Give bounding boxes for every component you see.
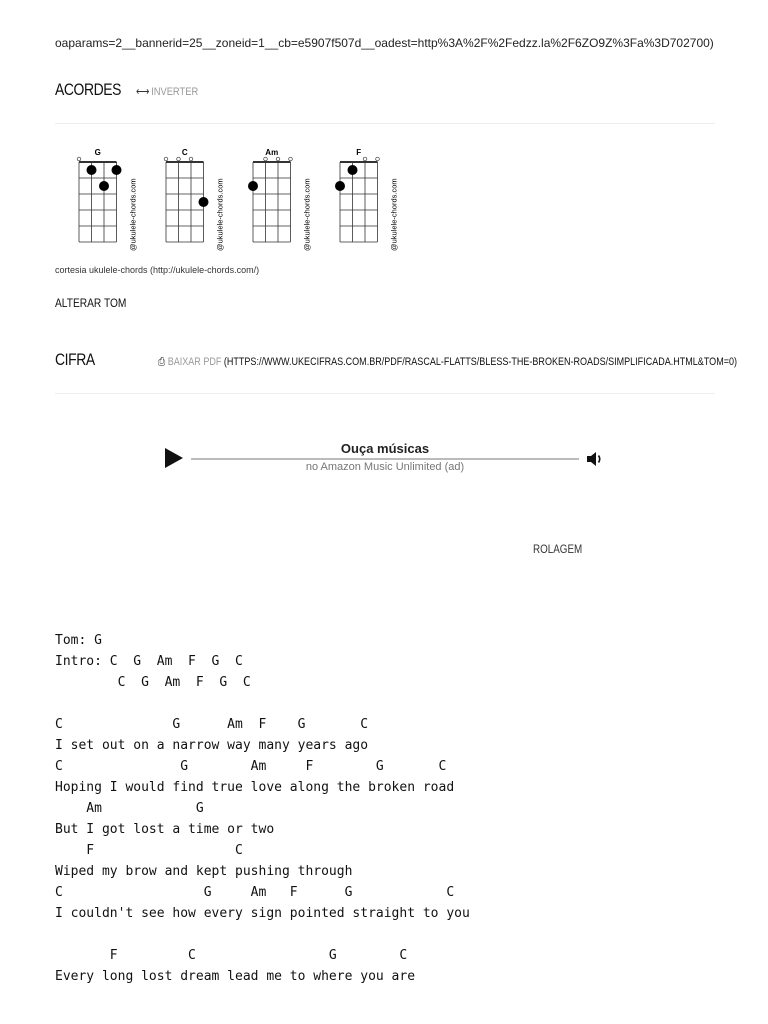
- cifra-title: CIFRA: [55, 350, 95, 369]
- open-string-marker: [276, 157, 280, 161]
- song-line: But I got lost a time or two: [55, 822, 275, 837]
- rolagem-button[interactable]: ROLAGEM: [533, 542, 583, 556]
- song-line: [55, 693, 470, 714]
- chord-diagram-g: [77, 148, 137, 251]
- finger-dot: [335, 181, 345, 191]
- open-string-marker: [264, 157, 268, 161]
- download-pdf-label: BAIXAR PDF: [167, 356, 222, 368]
- chord-watermark: @ukulele-chords.com: [215, 178, 225, 251]
- open-string-marker: [177, 157, 181, 161]
- player-subtitle: no Amazon Music Unlimited (ad): [305, 461, 465, 473]
- open-string-marker: [164, 157, 168, 161]
- divider: [55, 393, 715, 394]
- chords-credit: cortesia ukulele-chords (http://ukulele-chords.com/): [55, 265, 260, 275]
- finger-dot: [112, 165, 122, 175]
- divider: [55, 123, 715, 124]
- song-line: I set out on a narrow way many years ago: [55, 738, 369, 753]
- song-chords-lyrics: [55, 630, 470, 987]
- ad-link[interactable]: oaparams=2__bannerid=25__zoneid=1__cb=e5907f507d__oadest=http%3A%2F%2Fedzz.la%2F6ZO9Z%3Fa%3D702700): [55, 36, 714, 50]
- progress-track[interactable]: [191, 458, 579, 460]
- chord-name: F: [356, 148, 362, 157]
- song-line: C G Am F G C: [55, 759, 447, 774]
- acordes-title: ACORDES: [55, 80, 122, 99]
- chord-diagram-am: [248, 148, 312, 251]
- song-line: I couldn't see how every sign pointed straight to you: [55, 906, 470, 921]
- chord-watermark: @ukulele-chords.com: [389, 178, 399, 251]
- chord-diagram-c: [164, 148, 224, 251]
- chord-diagram-f: [335, 148, 399, 251]
- finger-dot: [199, 197, 209, 207]
- song-line: Am G: [55, 801, 204, 816]
- speaker-icon[interactable]: [585, 449, 605, 469]
- open-string-marker: [363, 157, 367, 161]
- invert-button[interactable]: [136, 85, 198, 98]
- finger-dot: [348, 165, 358, 175]
- song-line: [55, 924, 470, 945]
- chord-diagrams: [74, 146, 414, 256]
- song-line: Wiped my brow and kept pushing through: [55, 864, 353, 879]
- open-string-marker: [376, 157, 380, 161]
- finger-dot: [248, 181, 258, 191]
- download-pdf-link[interactable]: [158, 356, 737, 369]
- alterar-tom-button[interactable]: ALTERAR TOM: [55, 296, 127, 310]
- song-line: Hoping I would find true love along the broken road: [55, 780, 455, 795]
- song-line: Tom: G: [55, 633, 102, 648]
- song-line: F C G C: [55, 948, 408, 963]
- song-line: Intro: C G Am F G C: [55, 654, 243, 669]
- finger-dot: [87, 165, 97, 175]
- song-line: C G Am F G C: [55, 717, 369, 732]
- song-line: F C: [55, 843, 243, 858]
- finger-dot: [99, 181, 109, 191]
- song-line: Every long lost dream lead me to where you are: [55, 969, 416, 984]
- open-string-marker: [189, 157, 193, 161]
- chord-watermark: @ukulele-chords.com: [302, 178, 312, 251]
- chord-name: Am: [265, 148, 279, 157]
- music-player: [165, 438, 605, 478]
- open-string-marker: [289, 157, 293, 161]
- swap-arrows-icon: ⟷: [136, 86, 150, 98]
- printer-icon: ⎙: [158, 356, 166, 368]
- download-pdf-url: (HTTPS://WWW.UKECIFRAS.COM.BR/PDF/RASCAL-FLATTS/BLESS-THE-BROKEN-ROADS/SIMPLIFICADA.HTML&TOM=0): [223, 356, 737, 368]
- player-title: Ouça músicas: [340, 441, 430, 456]
- chord-name: C: [181, 148, 188, 157]
- song-line: C G Am F G C: [55, 885, 455, 900]
- invert-label: INVERTER: [151, 86, 199, 98]
- chord-watermark: @ukulele-chords.com: [128, 178, 138, 251]
- chord-name: G: [94, 148, 101, 157]
- open-string-marker: [77, 157, 81, 161]
- song-line: C G Am F G C: [55, 675, 251, 690]
